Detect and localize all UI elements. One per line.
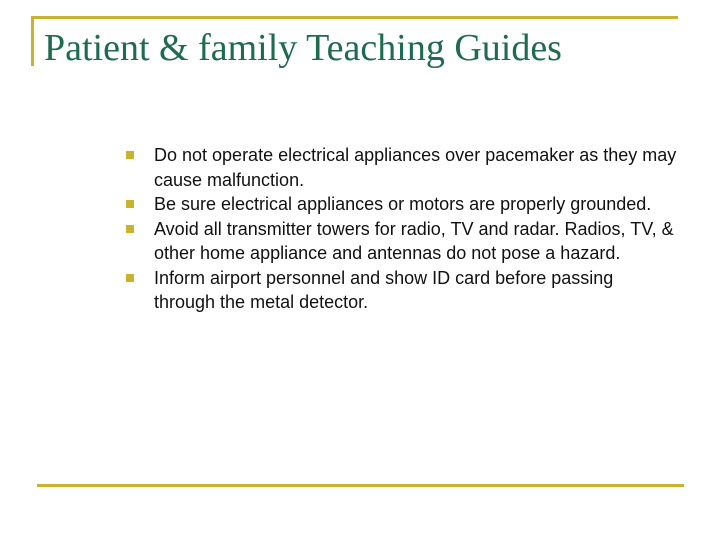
bullet-item <box>118 143 678 192</box>
bullet-item <box>118 192 678 217</box>
slide-title: Patient & family Teaching Guides <box>44 27 562 69</box>
frame-left-border <box>31 16 34 66</box>
square-bullet-icon <box>126 274 134 282</box>
frame-bottom-border <box>37 484 684 487</box>
bullet-text: Avoid all transmitter towers for radio, TV and radar. Radios, TV, & other home appliance and antennas do not pose a hazard. <box>154 218 674 263</box>
bullet-text: Inform airport personnel and show ID card before passing through the metal detector. <box>154 267 614 312</box>
square-bullet-icon <box>126 225 134 233</box>
frame-top-border <box>31 16 678 19</box>
square-bullet-icon <box>126 151 134 159</box>
bullet-item <box>118 266 678 315</box>
square-bullet-icon <box>126 200 134 208</box>
bullet-list <box>118 143 678 315</box>
bullet-text: Be sure electrical appliances or motors are properly grounded. <box>154 194 652 214</box>
bullet-item <box>118 217 678 266</box>
bullet-text: Do not operate electrical appliances over pacemaker as they may cause malfunction. <box>154 145 677 190</box>
